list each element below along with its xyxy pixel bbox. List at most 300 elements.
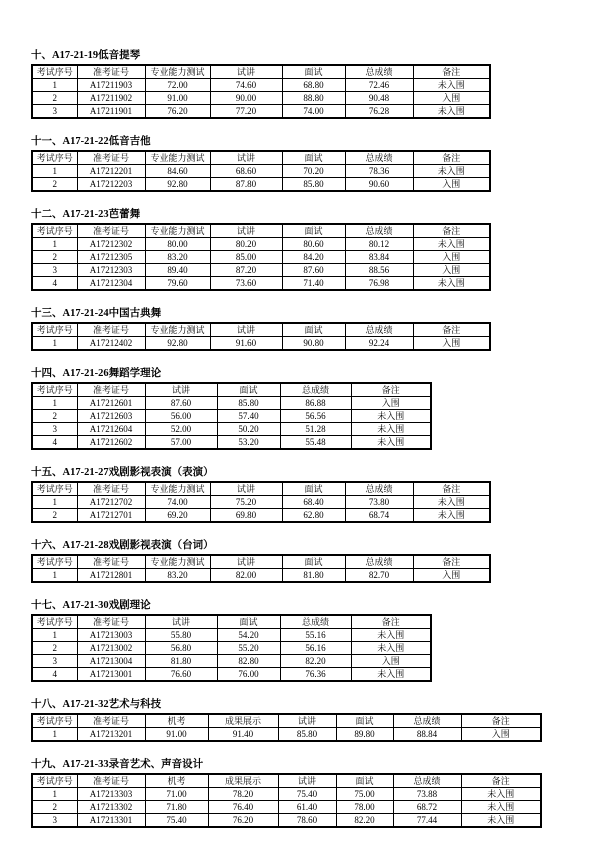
table-cell: 85.80 [278,728,336,742]
column-header: 机考 [145,714,208,728]
column-header: 备注 [413,224,490,238]
table-cell: A17212302 [77,238,145,251]
table-cell: A17213002 [77,642,145,655]
table-cell: 55.16 [280,629,351,642]
exam-section [31,368,600,450]
results-table [31,713,542,742]
table-cell: 76.20 [208,814,278,828]
table-cell: 82.00 [210,569,282,583]
column-header: 考试序号 [32,383,77,397]
header-row [32,151,490,165]
table-row [32,642,431,655]
table-cell: 74.00 [145,496,210,509]
table-row [32,569,490,583]
table-cell: 68.60 [210,165,282,178]
table-cell: 56.80 [145,642,217,655]
table-cell: 76.36 [280,668,351,682]
table-cell: 1 [32,788,77,801]
column-header: 试讲 [145,383,217,397]
table-cell: 76.28 [345,105,413,119]
column-header: 试讲 [210,224,282,238]
table-cell: 2 [32,251,77,264]
results-table [31,64,491,119]
table-cell: 入围 [461,728,541,742]
table-cell: 3 [32,264,77,277]
column-header: 考试序号 [32,774,77,788]
table-cell: 71.40 [282,277,345,291]
header-row [32,774,541,788]
table-row [32,238,490,251]
table-cell: 52.00 [145,423,217,436]
table-cell: 69.80 [210,509,282,523]
header-row [32,714,541,728]
table-cell: A17212201 [77,165,145,178]
table-cell: 未入围 [413,165,490,178]
table-cell: 2 [32,801,77,814]
column-header: 准考证号 [77,482,145,496]
table-cell: 未入围 [351,410,431,423]
table-cell: 55.48 [280,436,351,450]
column-header: 总成绩 [280,383,351,397]
table-cell: 未入围 [413,496,490,509]
section-title: 十五、A17-21-27戏剧影视表演（表演） [31,467,214,478]
table-cell: 73.88 [393,788,461,801]
column-header: 备注 [413,482,490,496]
table-row [32,410,431,423]
table-cell: 入围 [413,264,490,277]
section-title: 十二、A17-21-23芭蕾舞 [31,209,141,220]
table-cell: 74.00 [282,105,345,119]
column-header: 试讲 [210,555,282,569]
exam-section [31,467,600,523]
table-row [32,629,431,642]
table-cell: 1 [32,496,77,509]
table-cell: 69.20 [145,509,210,523]
column-header: 考试序号 [32,323,77,337]
table-row [32,178,490,192]
table-cell: 1 [32,629,77,642]
table-cell: 2 [32,642,77,655]
table-cell: 1 [32,337,77,351]
table-cell: 75.40 [145,814,208,828]
results-table [31,382,432,450]
table-cell: 入围 [351,397,431,410]
exam-section [31,759,600,828]
results-table [31,223,491,291]
table-cell: 未入围 [413,509,490,523]
table-cell: 57.40 [217,410,280,423]
table-cell: 90.60 [345,178,413,192]
section-title: 十、A17-21-19低音提琴 [31,50,141,61]
table-cell: 91.40 [208,728,278,742]
table-cell: 85.80 [217,397,280,410]
table-cell: 2 [32,92,77,105]
column-header: 面试 [282,224,345,238]
table-cell: 68.74 [345,509,413,523]
table-cell: 82.20 [336,814,393,828]
column-header: 考试序号 [32,224,77,238]
table-cell: A17213004 [77,655,145,668]
table-cell: 入围 [413,337,490,351]
table-cell: 76.20 [145,105,210,119]
header-row [32,383,431,397]
table-cell: 未入围 [413,105,490,119]
column-header: 试讲 [210,482,282,496]
table-cell: 未入围 [413,79,490,92]
exam-section [31,209,600,291]
column-header: 考试序号 [32,714,77,728]
column-header: 准考证号 [77,774,145,788]
column-header: 专业能力测试 [145,323,210,337]
table-row [32,277,490,291]
table-cell: 55.80 [145,629,217,642]
column-header: 考试序号 [32,555,77,569]
table-cell: 91.60 [210,337,282,351]
table-cell: 77.20 [210,105,282,119]
table-row [32,668,431,682]
column-header: 总成绩 [393,714,461,728]
table-cell: 80.20 [210,238,282,251]
table-cell: 1 [32,165,77,178]
table-cell: 56.56 [280,410,351,423]
column-header: 备注 [413,323,490,337]
section-title: 十八、A17-21-32艺术与科技 [31,699,162,710]
table-cell: 91.00 [145,728,208,742]
table-cell: A17213303 [77,788,145,801]
table-cell: 70.20 [282,165,345,178]
table-cell: A17211901 [77,105,145,119]
table-row [32,251,490,264]
table-row [32,337,490,351]
table-cell: 未入围 [351,436,431,450]
table-cell: 68.80 [282,79,345,92]
table-cell: 83.84 [345,251,413,264]
table-cell: 57.00 [145,436,217,450]
section-title: 十三、A17-21-24中国古典舞 [31,308,162,319]
section-title: 十七、A17-21-30戏剧理论 [31,600,151,611]
column-header: 试讲 [210,65,282,79]
table-cell: 87.80 [210,178,282,192]
header-row [32,615,431,629]
column-header: 准考证号 [77,323,145,337]
column-header: 考试序号 [32,482,77,496]
table-cell: 入围 [351,655,431,668]
column-header: 总成绩 [345,151,413,165]
table-cell: 56.00 [145,410,217,423]
table-cell: 73.60 [210,277,282,291]
table-cell: 75.40 [278,788,336,801]
table-cell: 87.20 [210,264,282,277]
column-header: 总成绩 [345,323,413,337]
table-cell: 2 [32,509,77,523]
header-row [32,224,490,238]
table-cell: 2 [32,410,77,423]
exam-section [31,699,600,742]
table-row [32,728,541,742]
table-cell: 77.44 [393,814,461,828]
table-cell: 83.20 [145,569,210,583]
table-cell: 71.00 [145,788,208,801]
column-header: 面试 [336,774,393,788]
table-cell: 未入围 [461,788,541,801]
table-cell: 入围 [413,251,490,264]
table-cell: 88.84 [393,728,461,742]
table-cell: 82.20 [280,655,351,668]
column-header: 面试 [282,65,345,79]
table-row [32,264,490,277]
table-cell: A17211902 [77,92,145,105]
exam-section [31,136,600,192]
table-cell: A17212402 [77,337,145,351]
table-cell: 入围 [413,569,490,583]
column-header: 准考证号 [77,383,145,397]
table-cell: 4 [32,668,77,682]
column-header: 面试 [282,151,345,165]
table-cell: 50.20 [217,423,280,436]
table-cell: A17213302 [77,801,145,814]
table-cell: 76.60 [145,668,217,682]
table-cell: 1 [32,397,77,410]
table-cell: 86.88 [280,397,351,410]
table-cell: 62.80 [282,509,345,523]
table-cell: 92.24 [345,337,413,351]
table-cell: 入围 [413,92,490,105]
section-title: 十九、A17-21-33录音艺术、声音设计 [31,759,204,770]
table-cell: 80.60 [282,238,345,251]
column-header: 总成绩 [345,555,413,569]
table-cell: 76.98 [345,277,413,291]
column-header: 总成绩 [345,224,413,238]
table-cell: 75.20 [210,496,282,509]
table-cell: 3 [32,814,77,828]
table-cell: 81.80 [282,569,345,583]
column-header: 备注 [413,65,490,79]
column-header: 考试序号 [32,615,77,629]
column-header: 机考 [145,774,208,788]
table-cell: 88.80 [282,92,345,105]
table-cell: 90.80 [282,337,345,351]
column-header: 备注 [351,615,431,629]
table-row [32,79,490,92]
table-cell: 未入围 [461,814,541,828]
table-cell: 85.00 [210,251,282,264]
table-cell: 75.00 [336,788,393,801]
table-cell: 91.00 [145,92,210,105]
column-header: 准考证号 [77,224,145,238]
exam-section [31,308,600,351]
table-cell: 73.80 [345,496,413,509]
table-cell: A17211903 [77,79,145,92]
table-cell: 未入围 [413,277,490,291]
header-row [32,555,490,569]
table-cell: 78.36 [345,165,413,178]
column-header: 备注 [461,714,541,728]
results-table [31,150,491,192]
column-header: 面试 [217,615,280,629]
column-header: 总成绩 [345,65,413,79]
table-cell: 55.20 [217,642,280,655]
table-cell: A17213001 [77,668,145,682]
table-row [32,801,541,814]
table-cell: 87.60 [145,397,217,410]
table-cell: 84.20 [282,251,345,264]
table-row [32,105,490,119]
table-cell: 90.48 [345,92,413,105]
table-cell: A17212304 [77,277,145,291]
section-title: 十四、A17-21-26舞蹈学理论 [31,368,162,379]
column-header: 面试 [282,555,345,569]
table-cell: 入围 [413,178,490,192]
table-cell: 2 [32,178,77,192]
exam-section [31,50,600,119]
column-header: 准考证号 [77,714,145,728]
results-table [31,554,491,583]
table-cell: 83.20 [145,251,210,264]
table-cell: 53.20 [217,436,280,450]
table-cell: A17212702 [77,496,145,509]
table-cell: 1 [32,569,77,583]
column-header: 面试 [282,482,345,496]
table-cell: 78.20 [208,788,278,801]
table-row [32,92,490,105]
table-row [32,655,431,668]
table-cell: A17212701 [77,509,145,523]
table-cell: A17213301 [77,814,145,828]
column-header: 备注 [351,383,431,397]
table-cell: 4 [32,277,77,291]
table-cell: 92.80 [145,178,210,192]
table-cell: 71.80 [145,801,208,814]
table-cell: 1 [32,79,77,92]
table-cell: 89.80 [336,728,393,742]
results-table [31,481,491,523]
table-cell: 81.80 [145,655,217,668]
column-header: 专业能力测试 [145,482,210,496]
column-header: 准考证号 [77,555,145,569]
table-cell: 56.16 [280,642,351,655]
column-header: 专业能力测试 [145,224,210,238]
column-header: 专业能力测试 [145,151,210,165]
table-row [32,423,431,436]
section-title: 十六、A17-21-28戏剧影视表演（台词） [31,540,214,551]
exam-section [31,540,600,583]
table-cell: 74.60 [210,79,282,92]
table-cell: 1 [32,728,77,742]
table-cell: 1 [32,238,77,251]
column-header: 试讲 [145,615,217,629]
column-header: 成果展示 [208,774,278,788]
table-cell: A17212203 [77,178,145,192]
table-cell: A17212303 [77,264,145,277]
header-row [32,482,490,496]
table-row [32,814,541,828]
table-cell: 78.60 [278,814,336,828]
table-cell: 80.00 [145,238,210,251]
results-table [31,322,491,351]
table-cell: A17213003 [77,629,145,642]
column-header: 总成绩 [393,774,461,788]
table-cell: 68.72 [393,801,461,814]
header-row [32,323,490,337]
table-cell: 89.40 [145,264,210,277]
column-header: 考试序号 [32,65,77,79]
table-cell: 3 [32,423,77,436]
table-cell: 68.40 [282,496,345,509]
table-row [32,436,431,450]
column-header: 准考证号 [77,615,145,629]
table-row [32,496,490,509]
table-cell: A17212601 [77,397,145,410]
sections-container [31,50,600,828]
column-header: 专业能力测试 [145,555,210,569]
table-cell: 72.46 [345,79,413,92]
table-cell: A17212603 [77,410,145,423]
exam-section [31,600,600,682]
table-cell: A17212801 [77,569,145,583]
table-cell: 61.40 [278,801,336,814]
column-header: 备注 [461,774,541,788]
table-cell: 82.70 [345,569,413,583]
table-cell: 79.60 [145,277,210,291]
column-header: 成果展示 [208,714,278,728]
table-row [32,509,490,523]
table-cell: 未入围 [351,629,431,642]
column-header: 试讲 [210,323,282,337]
table-cell: A17212602 [77,436,145,450]
table-cell: 54.20 [217,629,280,642]
table-cell: 84.60 [145,165,210,178]
column-header: 备注 [413,151,490,165]
table-cell: 92.80 [145,337,210,351]
table-row [32,397,431,410]
table-cell: 51.28 [280,423,351,436]
column-header: 面试 [282,323,345,337]
table-cell: 76.40 [208,801,278,814]
table-cell: 76.00 [217,668,280,682]
table-cell: 90.00 [210,92,282,105]
column-header: 试讲 [210,151,282,165]
table-row [32,788,541,801]
table-cell: 未入围 [351,668,431,682]
table-cell: 未入围 [413,238,490,251]
results-table [31,773,542,828]
table-cell: 72.00 [145,79,210,92]
section-title: 十一、A17-21-22低音吉他 [31,136,151,147]
column-header: 准考证号 [77,65,145,79]
column-header: 试讲 [278,774,336,788]
column-header: 面试 [336,714,393,728]
header-row [32,65,490,79]
table-cell: 3 [32,105,77,119]
table-cell: A17213201 [77,728,145,742]
table-cell: 88.56 [345,264,413,277]
table-cell: 未入围 [351,423,431,436]
column-header: 试讲 [278,714,336,728]
table-cell: 未入围 [461,801,541,814]
column-header: 面试 [217,383,280,397]
table-cell: A17212604 [77,423,145,436]
table-cell: A17212305 [77,251,145,264]
column-header: 总成绩 [280,615,351,629]
table-cell: 3 [32,655,77,668]
column-header: 总成绩 [345,482,413,496]
table-cell: 4 [32,436,77,450]
table-cell: 未入围 [351,642,431,655]
table-cell: 78.00 [336,801,393,814]
table-cell: 82.80 [217,655,280,668]
column-header: 考试序号 [32,151,77,165]
results-table [31,614,432,682]
